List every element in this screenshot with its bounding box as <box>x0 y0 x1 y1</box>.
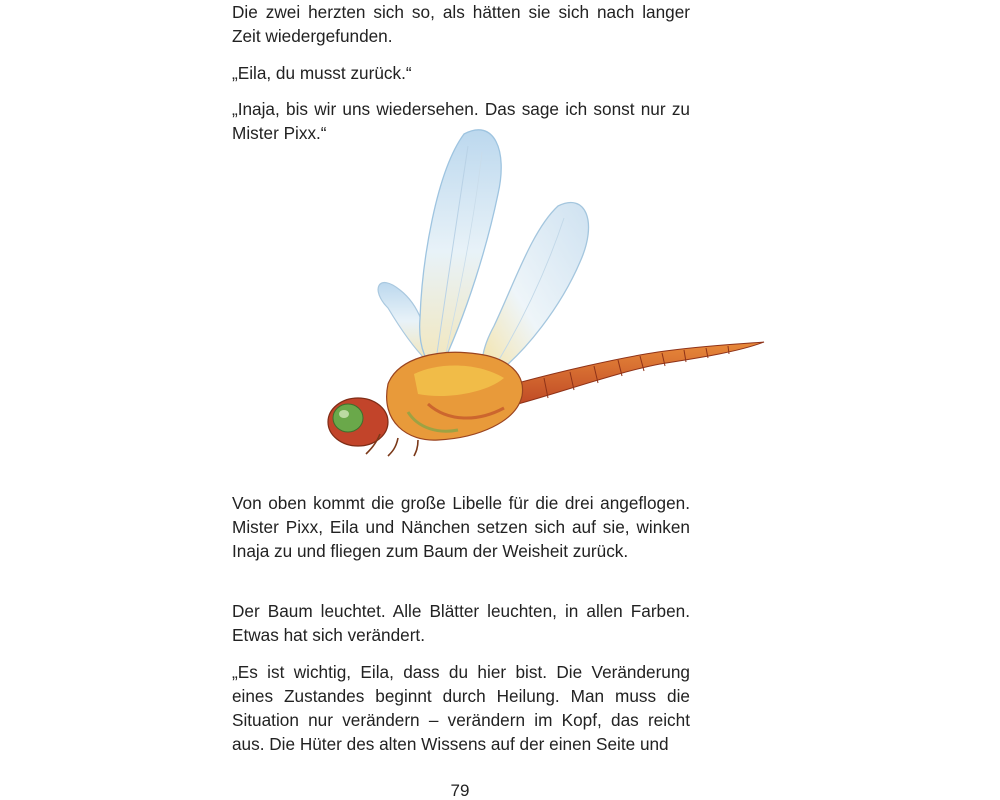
paragraph: Von oben kommt die große Libelle für die drei angeflogen. Mister Pixx, Eila und Nänchen setzen sich auf sie, winken Inaja zu und fliegen zum Baum der Weisheit zurück. <box>232 493 690 561</box>
paragraph: Der Baum leuchtet. Alle Blätter leuchten, in allen Farben. Etwas hat sich verändert. <box>232 601 690 645</box>
paragraph: „Inaja, bis wir uns wiedersehen. Das sage ich sonst nur zu Mister Pixx.“ <box>232 99 690 143</box>
eye <box>333 404 363 432</box>
paragraph: „Es ist wichtig, Eila, dass du hier bist. Die Veränderung eines Zustandes beginnt durch Heilung. Man muss die Situation nur verändern – verändern im Kopf, das reicht aus. Die Hüter des alten Wissens auf der einen Seite und <box>232 662 690 754</box>
page-number: 79 <box>450 781 470 800</box>
paragraph: Die zwei herzten sich so, als hätten sie sich nach langer Zeit wiedergefunden. <box>232 2 690 46</box>
paragraph: „Eila, du musst zurück.“ <box>232 63 412 83</box>
abdomen <box>514 342 764 404</box>
dragonfly-icon <box>318 122 770 458</box>
